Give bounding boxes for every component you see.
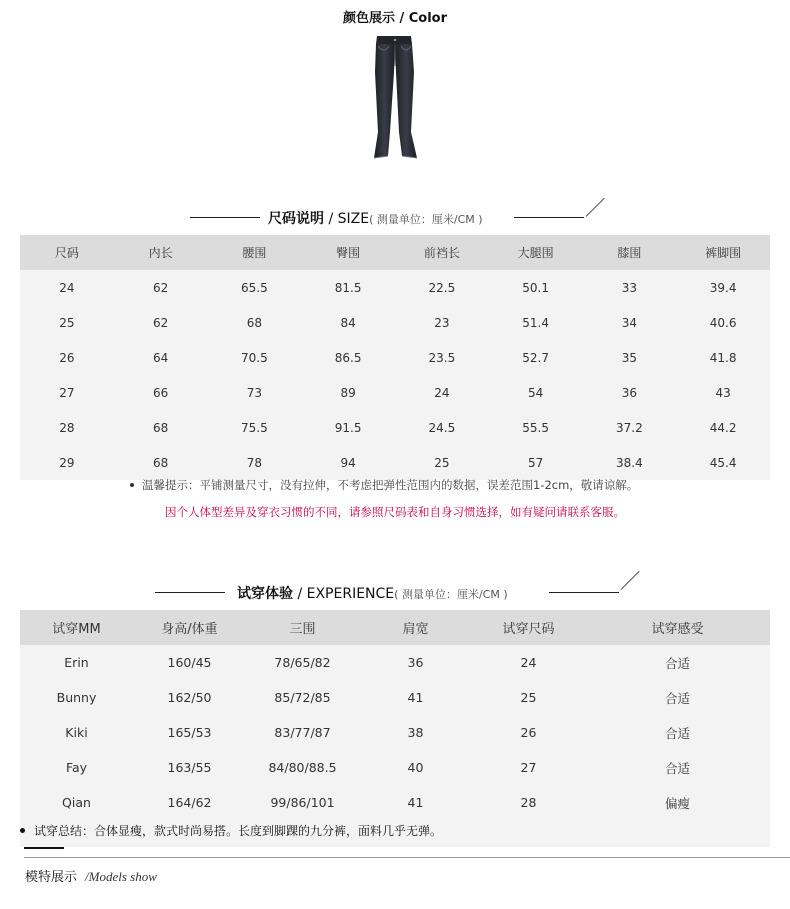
table-row	[20, 375, 770, 410]
experience-title-sep: /	[293, 586, 307, 602]
table-cell: 36	[621, 385, 638, 400]
table-cell: 39.4	[709, 280, 737, 295]
table-cell: 25	[520, 690, 537, 705]
heading-slash	[586, 198, 605, 217]
size-note	[130, 477, 638, 493]
size-col-header: 裤脚围	[676, 235, 770, 270]
table-cell: 27	[520, 760, 537, 775]
size-col-header: 尺码	[20, 235, 114, 270]
size-col-header: 臀围	[301, 235, 395, 270]
experience-table	[20, 610, 770, 820]
experience-summary	[20, 822, 442, 839]
table-cell: 84/80/88.5	[268, 760, 337, 775]
table-cell: 81.5	[334, 280, 362, 295]
heading-rule-right	[549, 592, 619, 593]
table-cell: 64	[152, 350, 169, 365]
experience-table-header	[20, 610, 770, 645]
table-cell: Bunny	[56, 690, 97, 705]
table-cell: 40	[407, 760, 424, 775]
table-cell: 41.8	[709, 350, 737, 365]
models-title-en: /Models show	[85, 869, 157, 884]
table-cell: 165/53	[167, 725, 212, 740]
table-cell: 43	[715, 385, 731, 400]
experience-unit: ( 测量单位：厘米/CM )	[394, 588, 508, 601]
experience-section-heading	[0, 578, 790, 608]
table-cell: 99/86/101	[270, 795, 335, 810]
table-cell: 37.2	[616, 420, 643, 435]
table-row	[20, 680, 770, 715]
table-cell: 23	[434, 315, 450, 330]
table-cell: 24.5	[428, 420, 456, 435]
table-cell: 36	[407, 655, 424, 670]
table-cell: 偏瘦	[664, 795, 690, 811]
table-cell: 85/72/85	[274, 690, 331, 705]
experience-title-cn: 试穿体验	[237, 586, 293, 602]
table-cell: 89	[340, 385, 356, 400]
size-col-header: 腰围	[208, 235, 302, 270]
table-cell: 26	[59, 350, 75, 365]
table-cell: 23.5	[428, 350, 456, 365]
experience-col-header: 试穿尺码	[472, 610, 585, 645]
table-cell: 62	[152, 280, 169, 295]
size-table-header	[20, 235, 770, 270]
table-cell: 68	[246, 315, 263, 330]
table-cell: 26	[520, 725, 537, 740]
size-unit: ( 测量单位：厘米/CM )	[369, 213, 483, 226]
table-cell: Fay	[65, 760, 88, 775]
table-cell: 38	[407, 725, 424, 740]
table-cell: 22.5	[428, 280, 456, 295]
size-col-header: 大腿围	[489, 235, 583, 270]
table-cell: Kiki	[65, 725, 88, 740]
table-cell: 65.5	[241, 280, 268, 295]
size-col-header: 膝围	[583, 235, 677, 270]
experience-summary-text: 试穿总结：合体显瘦，款式时尚易搭。长度到脚踝的九分裤，面料几乎无弹。	[34, 824, 443, 838]
table-cell: 86.5	[334, 350, 362, 365]
size-note-text: 温馨提示：平铺测量尺寸，没有拉伸，不考虑把弹性范围内的数据，误差范围1-2cm，敬请谅解。	[142, 478, 639, 492]
experience-col-header: 肩宽	[359, 610, 472, 645]
models-heading	[25, 866, 157, 885]
table-cell: Qian	[62, 795, 91, 810]
table-cell: 94	[340, 455, 356, 470]
table-cell: 83/77/87	[274, 725, 331, 740]
table-cell: 54	[527, 385, 544, 400]
size-title-sep: /	[324, 211, 338, 227]
table-cell: 70.5	[241, 350, 268, 365]
heading-slash	[621, 571, 640, 590]
table-row	[20, 445, 770, 480]
experience-title-en: EXPERIENCE	[306, 586, 395, 602]
table-cell: 62	[152, 315, 169, 330]
table-cell: 164/62	[167, 795, 212, 810]
table-cell: 25	[59, 315, 75, 330]
size-section-heading	[0, 203, 790, 233]
table-cell: 25	[434, 455, 450, 470]
models-heading-accent	[24, 847, 64, 849]
heading-rule-left	[190, 217, 260, 218]
table-cell: 24	[434, 385, 450, 400]
table-cell: Erin	[64, 655, 89, 670]
table-cell: 75.5	[241, 420, 268, 435]
bullet-icon	[20, 828, 25, 833]
table-cell: 41	[407, 690, 424, 705]
table-cell: 27	[59, 385, 75, 400]
table-cell: 合适	[664, 690, 690, 706]
table-row	[20, 715, 770, 750]
table-cell: 73	[246, 385, 263, 400]
experience-col-header: 三围	[246, 610, 359, 645]
table-row	[20, 305, 770, 340]
table-cell: 33	[621, 280, 638, 295]
table-cell: 28	[520, 795, 537, 810]
table-cell: 35	[621, 350, 638, 365]
models-title-cn: 模特展示	[25, 870, 78, 885]
heading-rule-left	[155, 592, 225, 593]
table-cell: 78	[246, 455, 263, 470]
experience-heading-text	[237, 583, 508, 603]
experience-col-header: 身高/体重	[133, 610, 246, 645]
size-table	[20, 235, 770, 480]
table-cell: 160/45	[167, 655, 212, 670]
models-heading-rule	[24, 857, 790, 858]
table-cell: 34	[621, 315, 638, 330]
table-cell: 45.4	[709, 455, 737, 470]
table-cell: 24	[520, 655, 537, 670]
table-cell: 163/55	[167, 760, 212, 775]
size-title-en: SIZE	[337, 211, 370, 227]
table-row	[20, 645, 770, 680]
jeans-icon	[360, 32, 430, 172]
experience-col-header: 试穿感受	[585, 610, 770, 645]
heading-rule-right	[514, 217, 584, 218]
table-cell: 合适	[664, 760, 690, 776]
table-cell: 50.1	[522, 280, 549, 295]
table-cell: 44.2	[709, 420, 737, 435]
table-row	[20, 340, 770, 375]
table-cell: 91.5	[334, 420, 362, 435]
table-cell: 162/50	[167, 690, 212, 705]
table-cell: 68	[152, 455, 169, 470]
table-cell: 24	[59, 280, 75, 295]
table-cell: 57	[527, 455, 544, 470]
table-row	[20, 410, 770, 445]
table-cell: 38.4	[616, 455, 643, 470]
color-section-title: 颜色展示 / Color	[342, 11, 448, 26]
table-cell: 55.5	[522, 420, 549, 435]
size-col-header: 内长	[114, 235, 208, 270]
table-cell: 28	[59, 420, 75, 435]
size-warning: 因个人体型差异及穿衣习惯的不同，请参照尺码表和自身习惯选择，如有疑问请联系客服。	[165, 505, 625, 519]
table-cell: 68	[152, 420, 169, 435]
size-title-cn: 尺码说明	[268, 211, 324, 227]
size-heading-text	[268, 208, 483, 228]
size-col-header: 前裆长	[395, 235, 489, 270]
table-row	[20, 750, 770, 785]
table-row	[20, 270, 770, 305]
table-cell: 78/65/82	[274, 655, 331, 670]
table-cell: 51.4	[522, 315, 549, 330]
table-cell: 41	[407, 795, 424, 810]
table-cell: 40.6	[709, 315, 737, 330]
table-cell: 52.7	[522, 350, 549, 365]
table-cell: 合适	[664, 655, 690, 671]
table-cell: 29	[59, 455, 75, 470]
table-cell: 66	[152, 385, 169, 400]
table-cell: 合适	[664, 725, 690, 741]
experience-col-header: 试穿MM	[20, 610, 133, 645]
table-cell: 84	[340, 315, 356, 330]
bullet-icon	[130, 483, 134, 487]
